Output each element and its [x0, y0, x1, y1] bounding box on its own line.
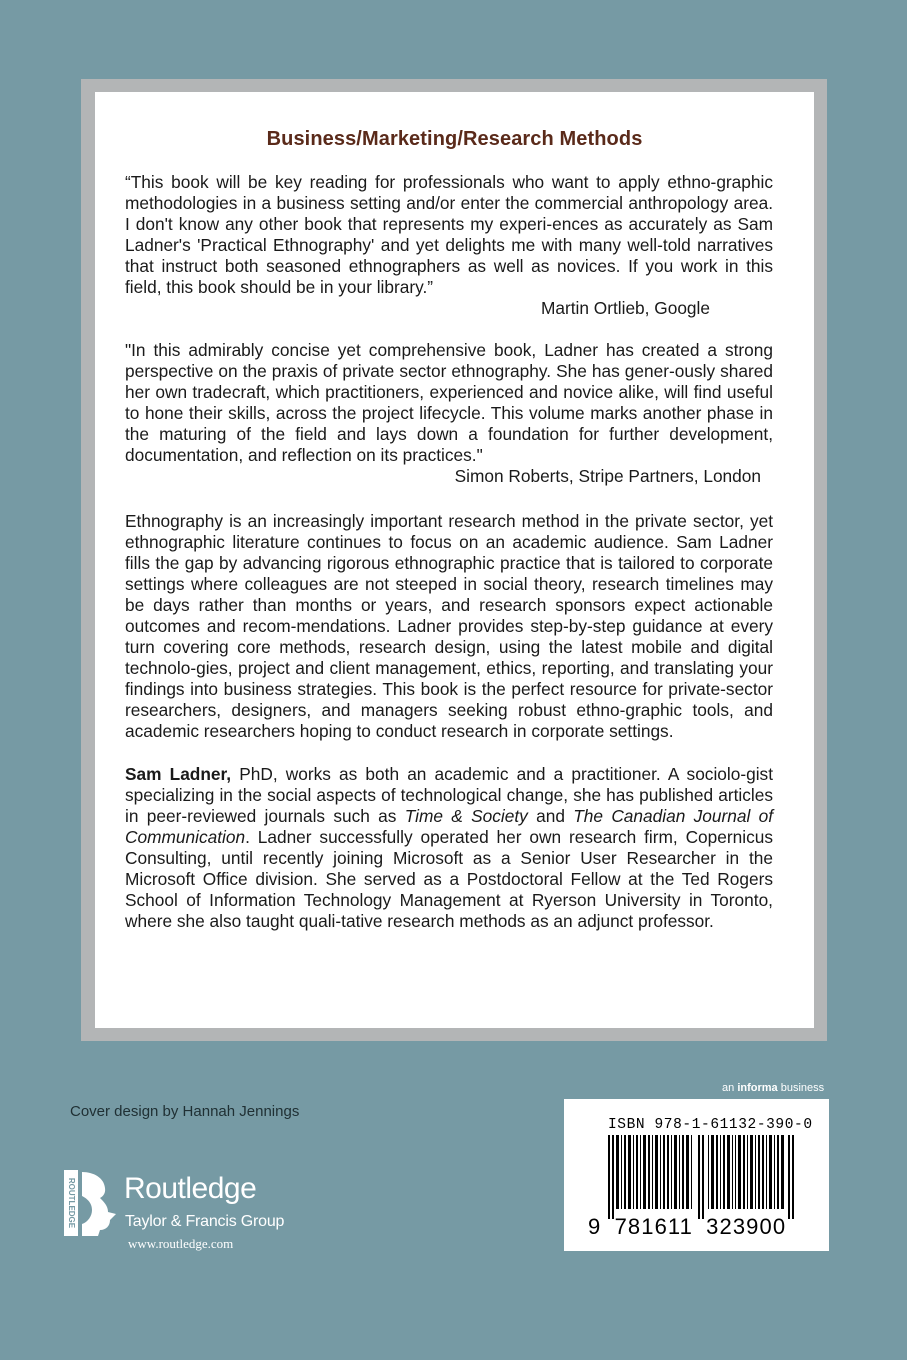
endorsement-attribution-1: Martin Ortlieb, Google: [540, 298, 710, 318]
publisher-group: Taylor & Francis Group: [125, 1213, 285, 1230]
author-bio: Sam Ladner, PhD, works as both an academic and a practitioner. A sociolo-gist specializing in the social aspects of technological change, she has published articles in peer-reviewed journals such as Time & Society and The Canadian Journal of Communication. Ladner successfully operated her own research firm, Copernicus Consulting, until recently joining Microsoft as a Senior User Researcher in the Microsoft Office division. She served as a Postdoctoral Fellow at the Ted Rogers School of Information Technology Management at Ryerson University in Toronto, where she also taught quali-tative research methods as an adjunct professor.: [125, 764, 773, 931]
journal-title: Time & Society: [404, 806, 528, 826]
barcode-box: [564, 1099, 829, 1251]
cover-credit: Cover design by Hannah Jennings: [70, 1103, 300, 1120]
barcode-digits: 9 781611 323900: [588, 1214, 787, 1239]
publisher-url[interactable]: www.routledge.com: [128, 1236, 234, 1251]
endorsement-attribution-2: Simon Roberts, Stripe Partners, London: [454, 466, 761, 486]
publisher-name: Routledge: [124, 1172, 257, 1205]
category-heading: Business/Marketing/Research Methods: [266, 128, 643, 150]
text-panel: [95, 92, 814, 1028]
journal-title: The Canadian Journal of Communication: [125, 806, 773, 847]
endorsement-quote-2: "In this admirably concise yet comprehensive book, Ladner has created a strong perspective on the praxis of private sector ethnography. She has gener-ously shared her own tradecraft, which practitioners, experienced and novice alike, will find useful to hone their skills, across the project lifecycle. This volume marks another phase in the maturing of the field and lays down a foundation for further development, documentation, and reflection on its practices.": [125, 340, 773, 465]
panel-content: [125, 172, 773, 932]
book-description: Ethnography is an increasingly important research method in the private sector, yet ethnographic literature continues to focus on an academic audience. Sam Ladner fills the gap by advancing rigorous ethnographic practice that is tailored to corporate settings where colleagues are not steeped in social theory, research timelines may be days rather than months or years, and research sponsors expect actionable outcomes and recom-mendations. Ladner provides step-by-step guidance at every turn covering core methods, research design, using the latest mobile and digital technolo-gies, project and client management, ethics, reporting, and translating your findings into business strategies. This book is the perfect resource for private-sector researchers, designers, and managers seeking robust ethno-graphic tools, and academic researchers hoping to conduct research in corporate settings.: [125, 511, 773, 741]
svg-text:ROUTLEDGE: ROUTLEDGE: [66, 1177, 76, 1229]
isbn-label: ISBN 978-1-61132-390-0: [608, 1117, 813, 1133]
routledge-logo-icon: [64, 1170, 120, 1236]
endorsement-quote-1: “This book will be key reading for professionals who want to apply ethno-graphic methodologies in a business setting and/or enter the commercial anthropology area. I don't know any other book that represents my experi-ences as accurately as Sam Ladner's 'Practical Ethnography' and yet delights me with many well-told narratives that instruct both seasoned ethnographers as well as novices. If you work in this field, this book should be in your library.”: [125, 172, 773, 297]
barcode-icon: [608, 1135, 798, 1219]
author-name: Sam Ladner,: [125, 764, 232, 784]
informa-tagline: an informa business: [722, 1082, 825, 1094]
